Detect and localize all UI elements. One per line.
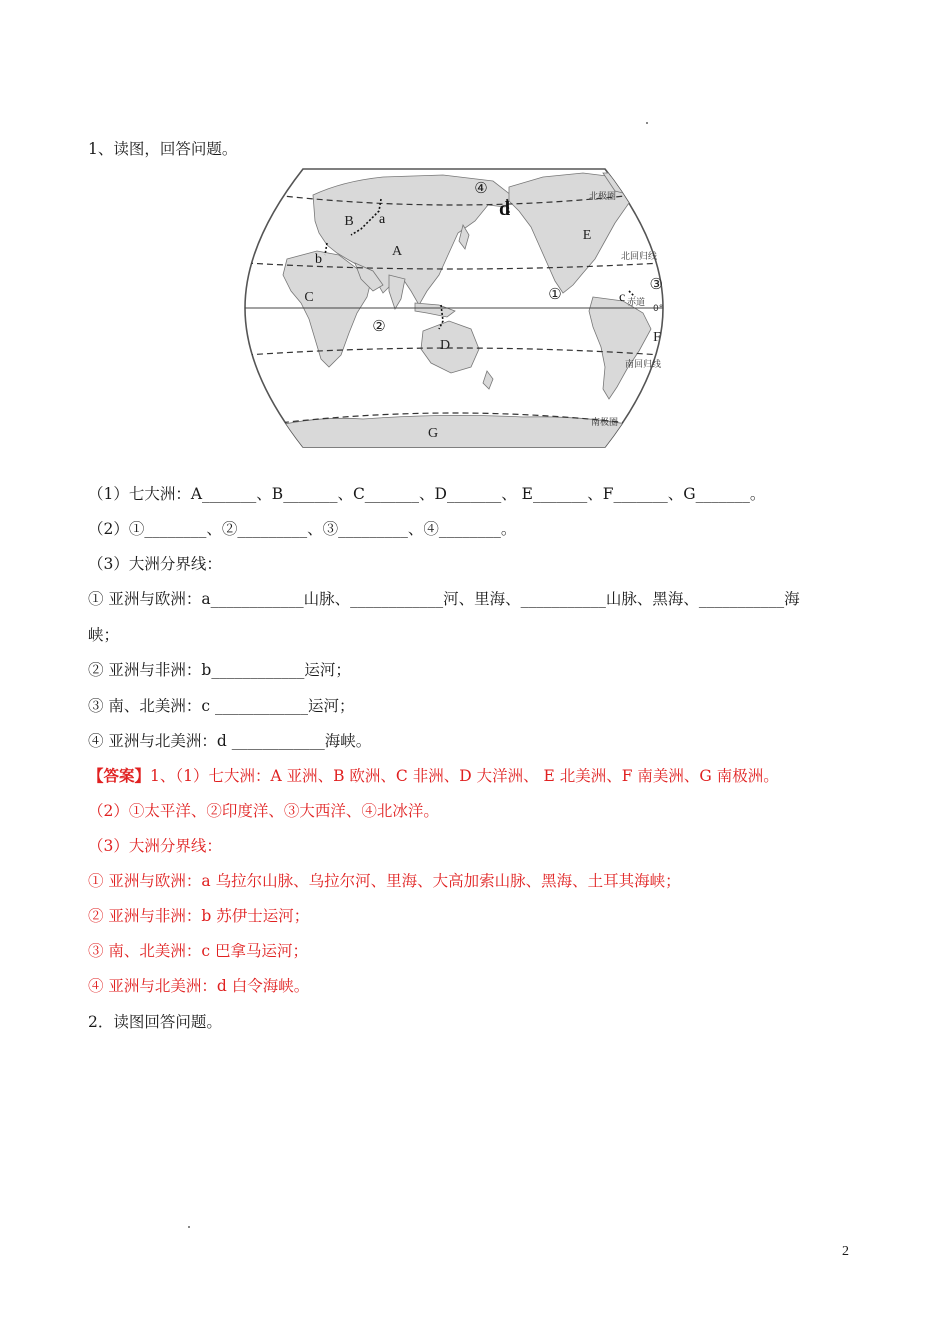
- label-A: A: [391, 244, 403, 259]
- label-ocean-2: ②: [372, 317, 386, 335]
- label-D: D: [439, 338, 451, 353]
- answer-a1: 1、（1）七大洲：A 亚洲、B 欧洲、C 非洲、D 大洋洲、 E 北美洲、F 南美洲、G 南极洲。: [150, 767, 779, 785]
- answer-a2: （2）①太平洋、②印度洋、③大西洋、④北冰洋。: [88, 802, 439, 820]
- label-ocean-3-visible: ③: [649, 275, 663, 293]
- q1-title: 1、读图，回答问题。: [88, 140, 238, 158]
- label-tropic-of-capricorn: 南回归线: [625, 360, 662, 370]
- label-boundary-c: c: [619, 290, 626, 305]
- world-map: [243, 163, 665, 453]
- q1-line1a: ① 亚洲与欧洲：a____________山脉、____________河、里海、___________山脉、黑海、___________海: [88, 590, 800, 608]
- q1-sub2: （2）①________、②_________、③_________、④________。: [88, 520, 517, 538]
- label-tropic-of-cancer: 北回归线: [621, 252, 658, 262]
- label-equator: 赤道: [626, 298, 645, 308]
- q2-title: 2．读图回答问题。: [88, 1013, 222, 1031]
- label-E: E: [582, 228, 592, 243]
- label-B: B: [344, 214, 354, 229]
- q1-line1b: 峡；: [88, 626, 120, 644]
- answer-a6: ③ 南、北美洲：c 巴拿马运河；: [88, 942, 309, 960]
- q1-sub3: （3）大洲分界线：: [88, 555, 222, 573]
- q1-line2: ② 亚洲与非洲：b____________运河；: [88, 661, 351, 679]
- label-boundary-b: b: [315, 252, 322, 267]
- answer-a3: （3）大洲分界线：: [88, 837, 222, 855]
- answer-tag: 【答案】: [88, 766, 151, 785]
- answer-a7: ④ 亚洲与北美洲：d 白令海峡。: [88, 977, 310, 995]
- answer-line1: [88, 764, 779, 786]
- q1-sub1: （1）七大洲：A_______、B_______、C_______、D_______、 E_______、F_______、G_______。: [88, 485, 766, 503]
- label-arctic-circle: 北极圈: [589, 192, 617, 202]
- decorative-dot: [188, 1226, 190, 1228]
- q1-line3: ③ 南、北美洲：c ____________运河；: [88, 697, 355, 715]
- page-number: 2: [842, 1244, 849, 1259]
- label-boundary-d: d: [499, 198, 511, 220]
- label-C: C: [304, 290, 314, 305]
- label-G: G: [427, 426, 439, 441]
- answer-a5: ② 亚洲与非洲：b 苏伊士运河；: [88, 907, 310, 925]
- label-ocean-1: ①: [548, 285, 562, 303]
- q1-line4: ④ 亚洲与北美洲：d ____________海峡。: [88, 732, 372, 750]
- label-equator-degree: 0°: [653, 304, 664, 314]
- decorative-dot: [646, 122, 648, 124]
- label-antarctic-circle: 南极圈: [591, 418, 619, 428]
- label-boundary-a: a: [379, 212, 386, 227]
- answer-a4: ① 亚洲与欧洲：a 乌拉尔山脉、乌拉尔河、里海、大高加索山脉、黑海、土耳其海峡；: [88, 872, 681, 890]
- label-F: F: [653, 330, 661, 345]
- label-ocean-4: ④: [474, 179, 488, 197]
